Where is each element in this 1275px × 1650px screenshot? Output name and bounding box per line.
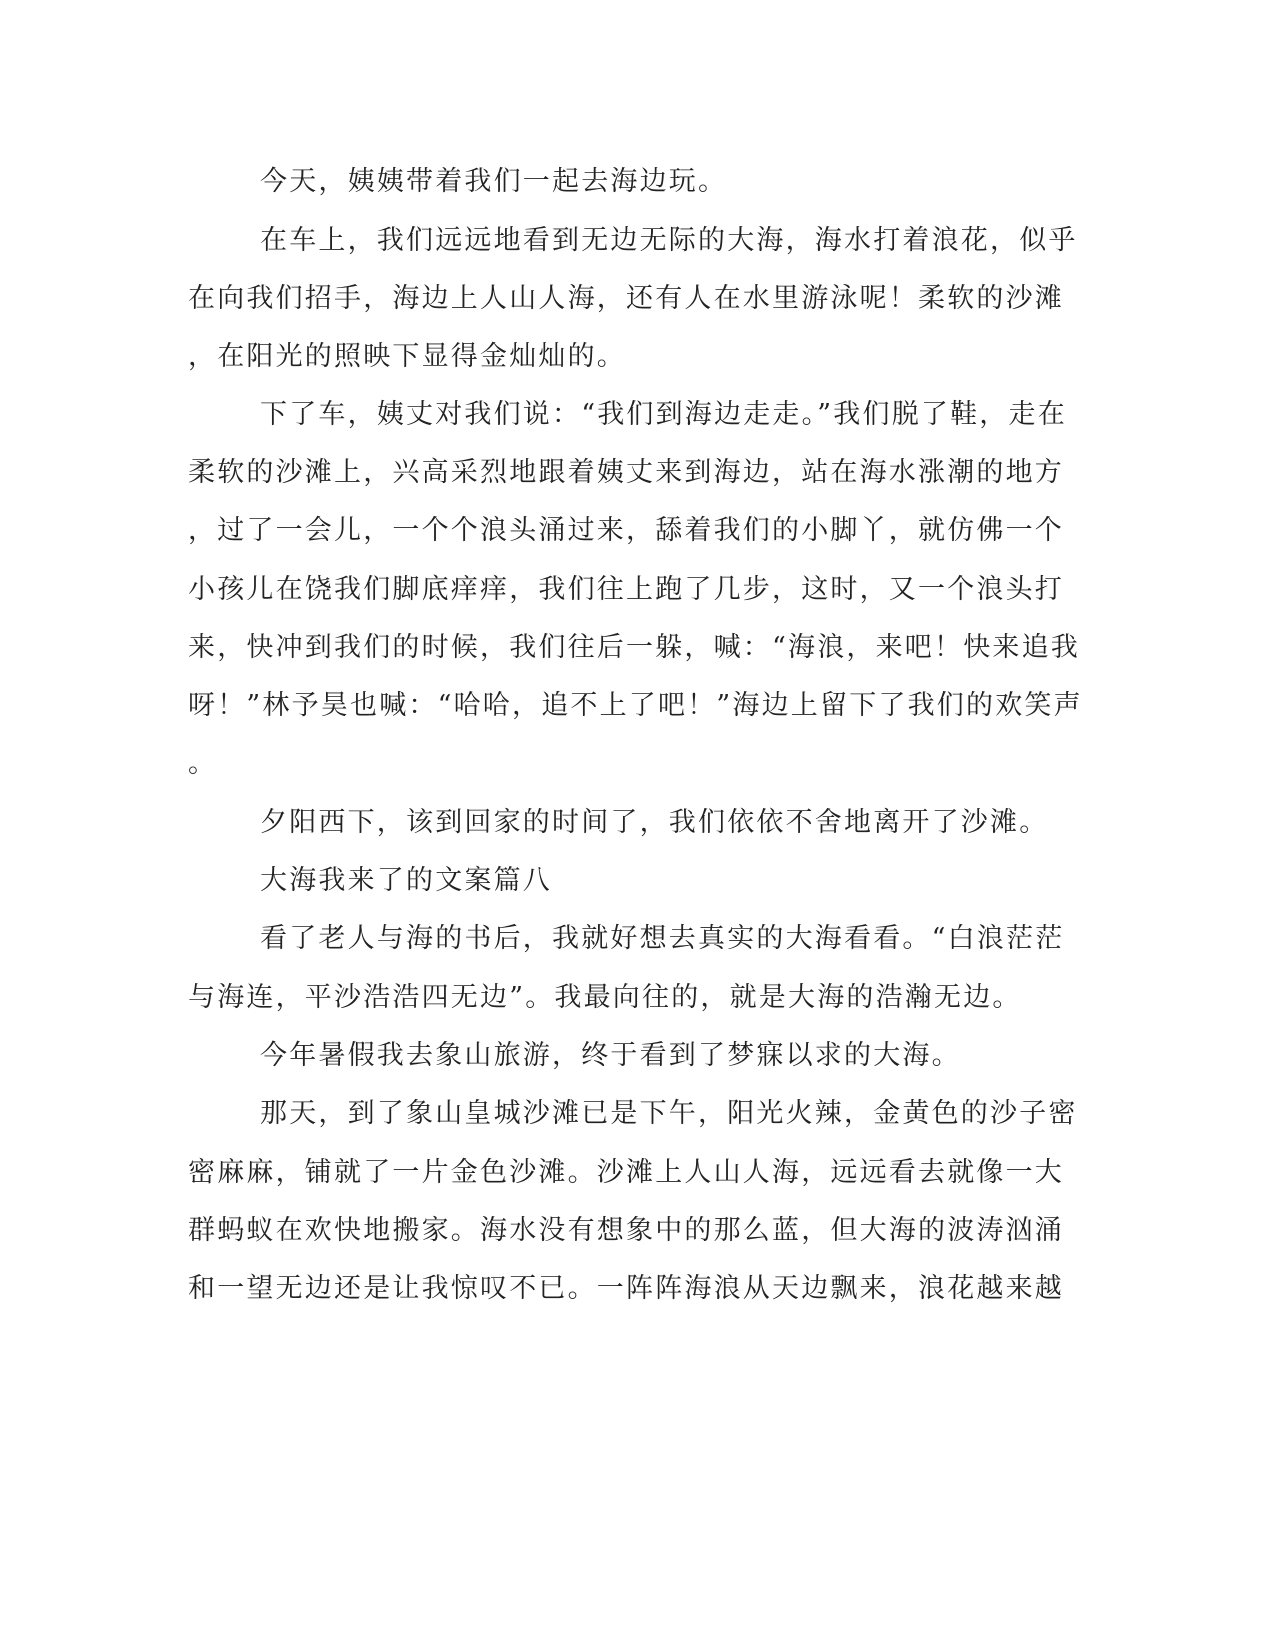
text-line: 看了老人与海的书后，我就好想去真实的大海看看。“白浪茫茫: [260, 923, 1065, 954]
text-line: 那天，到了象山皇城沙滩已是下午，阳光火辣，金黄色的沙子密: [260, 1098, 1078, 1129]
section-heading: 大海我来了的文案篇八: [260, 865, 552, 896]
text-line: 在向我们招手，海边上人山人海，还有人在水里游泳呢！柔软的沙滩: [188, 283, 1064, 314]
text-line: 密麻麻，铺就了一片金色沙滩。沙滩上人山人海，远远看去就像一大: [188, 1157, 1064, 1188]
text-line: 夕阳西下，该到回家的时间了，我们依依不舍地离开了沙滩。: [260, 807, 1049, 838]
text-line: 和一望无边还是让我惊叹不已。一阵阵海浪从天边飘来，浪花越来越: [188, 1273, 1064, 1304]
text-line: 今年暑假我去象山旅游，终于看到了梦寐以求的大海。: [260, 1040, 961, 1071]
text-line: 在车上，我们远远地看到无边无际的大海，海水打着浪花，似乎: [260, 225, 1078, 256]
text-line: 柔软的沙滩上，兴高采烈地跟着姨丈来到海边，站在海水涨潮的地方: [188, 457, 1064, 488]
text-line: 下了车，姨丈对我们说：“我们到海边走走。”我们脱了鞋，走在: [260, 399, 1067, 430]
text-line: 群蚂蚁在欢快地搬家。海水没有想象中的那么蓝，但大海的波涛汹涌: [188, 1215, 1064, 1246]
text-line: ，在阳光的照映下显得金灿灿的。: [188, 341, 626, 372]
text-line: 呀！”林予昊也喊：“哈哈，追不上了吧！”海边上留下了我们的欢笑声: [188, 690, 1083, 721]
text-line: 与海连，平沙浩浩四无边”。我最向往的，就是大海的浩瀚无边。: [188, 982, 1022, 1013]
text-line: ，过了一会儿，一个个浪头涌过来，舔着我们的小脚丫，就仿佛一个: [188, 515, 1064, 546]
text-line: 来，快冲到我们的时候，我们往后一躲，喊：“海浪，来吧！快来追我: [188, 632, 1081, 663]
text-line: 。: [188, 748, 218, 779]
text-line: 小孩儿在饶我们脚底痒痒，我们往上跑了几步，这时，又一个浪头打: [188, 574, 1064, 605]
text-line: 今天，姨姨带着我们一起去海边玩。: [260, 166, 728, 197]
